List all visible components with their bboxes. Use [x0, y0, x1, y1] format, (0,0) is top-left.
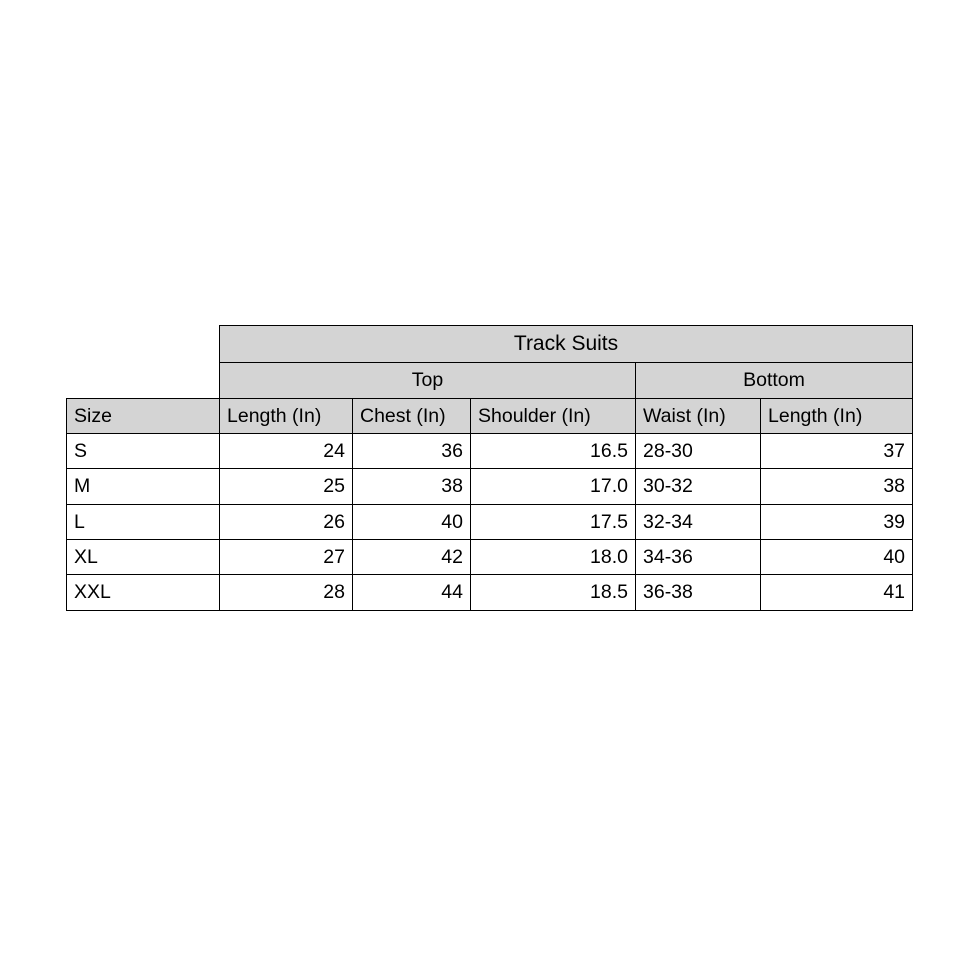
cell-size: XL: [67, 539, 220, 574]
size-chart-container: [66, 325, 912, 611]
cell-top-length: 26: [220, 504, 353, 539]
group-header-top: Top: [220, 363, 636, 398]
cell-waist: 32-34: [636, 504, 761, 539]
table-row: [67, 433, 913, 468]
cell-size: XXL: [67, 575, 220, 610]
cell-size: M: [67, 469, 220, 504]
cell-top-length: 27: [220, 539, 353, 574]
size-chart-table: [66, 325, 913, 611]
cell-waist: 36-38: [636, 575, 761, 610]
column-header-top-length: Length (In): [220, 398, 353, 433]
cell-waist: 28-30: [636, 433, 761, 468]
cell-waist: 34-36: [636, 539, 761, 574]
column-header-size: Size: [67, 398, 220, 433]
cell-shoulder: 18.0: [471, 539, 636, 574]
cell-chest: 44: [353, 575, 471, 610]
column-header-chest: Chest (In): [353, 398, 471, 433]
cell-bottom-length: 40: [761, 539, 913, 574]
cell-waist: 30-32: [636, 469, 761, 504]
table-row: [67, 469, 913, 504]
cell-shoulder: 17.5: [471, 504, 636, 539]
cell-bottom-length: 37: [761, 433, 913, 468]
cell-top-length: 28: [220, 575, 353, 610]
chart-title: Track Suits: [220, 326, 913, 363]
cell-chest: 40: [353, 504, 471, 539]
cell-top-length: 25: [220, 469, 353, 504]
group-row-spacer: [67, 363, 220, 398]
cell-size: S: [67, 433, 220, 468]
cell-bottom-length: 38: [761, 469, 913, 504]
column-header-bottom-length: Length (In): [761, 398, 913, 433]
cell-shoulder: 16.5: [471, 433, 636, 468]
table-header-row: [67, 398, 913, 433]
cell-bottom-length: 41: [761, 575, 913, 610]
cell-chest: 36: [353, 433, 471, 468]
cell-shoulder: 17.0: [471, 469, 636, 504]
cell-top-length: 24: [220, 433, 353, 468]
cell-size: L: [67, 504, 220, 539]
cell-shoulder: 18.5: [471, 575, 636, 610]
column-header-shoulder: Shoulder (In): [471, 398, 636, 433]
title-row-spacer: [67, 326, 220, 363]
column-header-waist: Waist (In): [636, 398, 761, 433]
cell-bottom-length: 39: [761, 504, 913, 539]
table-row: [67, 575, 913, 610]
table-row: [67, 539, 913, 574]
table-row: [67, 504, 913, 539]
table-group-row: [67, 363, 913, 398]
cell-chest: 38: [353, 469, 471, 504]
group-header-bottom: Bottom: [636, 363, 913, 398]
cell-chest: 42: [353, 539, 471, 574]
table-title-row: [67, 326, 913, 363]
